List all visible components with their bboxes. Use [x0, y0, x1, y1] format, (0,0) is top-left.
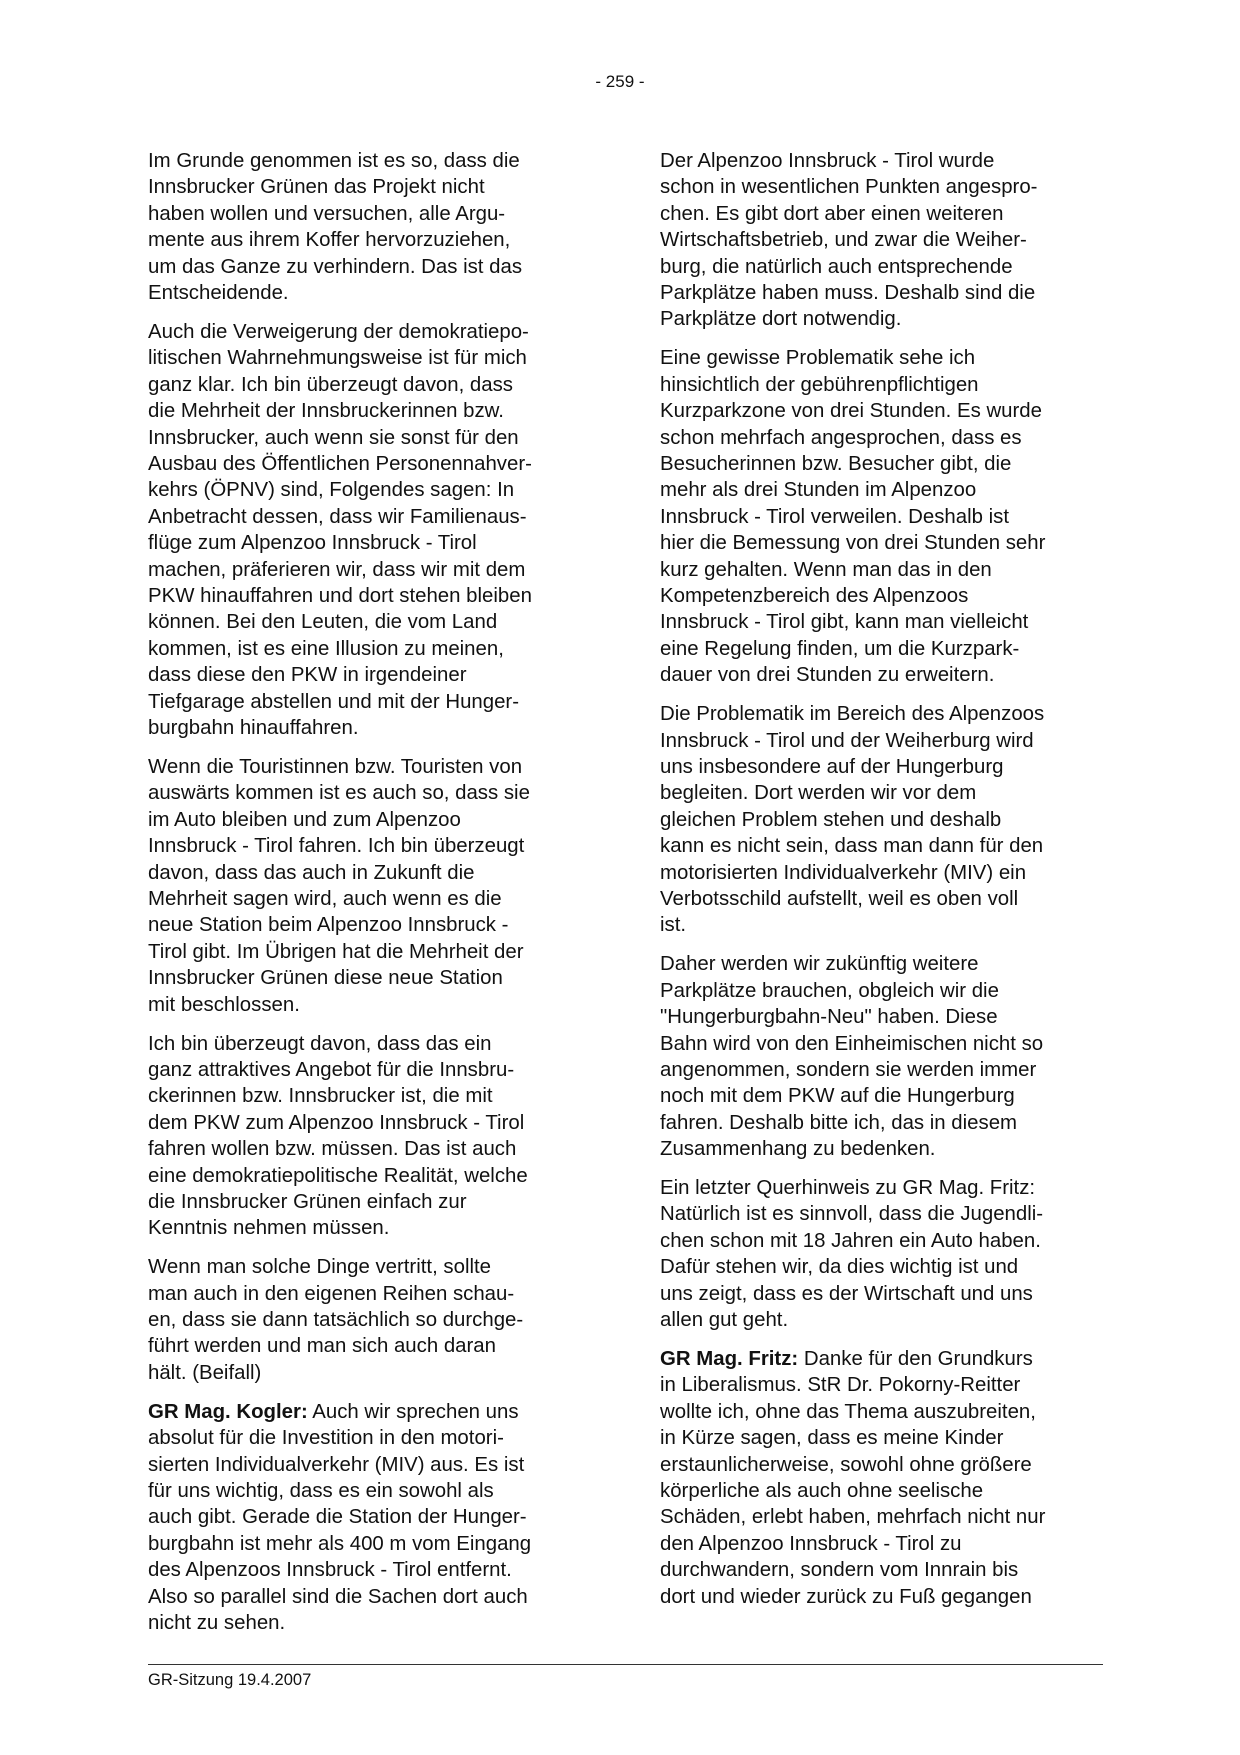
paragraph-text: Eine gewisse Problematik sehe ich hinsichtlich der gebührenpflichtigen Kurzparkzone von drei Stunden. Es wurde schon mehrfach angesprochen, dass es Besucherinnen bzw. Besucher gibt, die mehr als drei Stunden im Alpenzoo Innsbruck - Tirol verweilen. Deshalb ist hier die Bemessung von drei Stunden sehr kurz gehalten. Wenn man das in den Kompetenzbereich des Alpenzoos Innsbruck - Tirol gibt, kann man vielleicht eine Regelung finden, um die Kurzpark- dauer von drei Stunden zu erweitern. — [660, 347, 1046, 687]
paragraph — [660, 148, 1098, 333]
paragraph-text: Wenn man solche Dinge vertritt, sollte man auch in den eigenen Reihen schau- en, dass sie dann tatsächlich so durchge- führt werden und man sich auch daran hält. (Beifall) — [148, 1256, 524, 1384]
left-column — [148, 148, 586, 1649]
footer-divider — [148, 1664, 1103, 1665]
speaker-name: GR Mag. Fritz: — [660, 1347, 799, 1370]
page-number: - 259 - — [595, 72, 645, 91]
paragraph — [660, 951, 1098, 1162]
paragraph-text: Ein letzter Querhinweis zu GR Mag. Fritz: Natürlich ist es sinnvoll, dass die Jugendli- chen schon mit 18 Jahren ein Auto haben. Dafür stehen wir, da dies wichtig ist und uns zeigt, dass es der Wirtschaft und uns allen gut geht. — [660, 1177, 1044, 1332]
paragraph — [148, 1399, 586, 1637]
paragraph-text: Die Problematik im Bereich des Alpenzoos Innsbruck - Tirol und der Weiherburg wird uns insbesondere auf der Hungerburg begleiten. Dort werden wir vor dem gleichen Problem stehen und deshalb kann es nicht sein, dass man dann für den motorisierten Individualverkehr (MIV) ein Verbotsschild aufstellt, weil es oben voll ist. — [660, 703, 1045, 937]
paragraph-text: Auch wir sprechen uns absolut für die Investition in den motori- sierten Individualverkehr (MIV) aus. Es ist für uns wichtig, dass es ein sowohl als auch gibt. Gerade die Station der Hunger- burgbahn ist mehr als 400 m vom Eingang des Alpenzoos Innsbruck - Tirol entfernt. Also so parallel sind die Sachen dort auch nicht zu sehen. — [148, 1400, 532, 1635]
speaker-name: GR Mag. Kogler: — [148, 1400, 308, 1423]
paragraph — [148, 754, 586, 1018]
paragraph — [148, 148, 586, 306]
paragraph — [660, 345, 1098, 688]
paragraph-text: Daher werden wir zukünftig weitere Parkplätze brauchen, obgleich wir die "Hungerburgbahn-Neu" haben. Diese Bahn wird von den Einheimischen nicht so angenommen, sondern sie werden immer noch mit dem PKW auf die Hungerburg fahren. Deshalb bitte ich, das in diesem Zusammenhang zu bedenken. — [660, 953, 1044, 1161]
paragraph-text: Auch die Verweigerung der demokratiepo- litischen Wahrnehmungsweise ist für mich ganz klar. Ich bin überzeugt davon, dass die Mehrheit der Innsbruckerinnen bzw. Innsbrucker, auch wenn sie sonst für den Ausbau des Öffentlichen Personennahver- kehrs (ÖPNV) sind, Folgendes sagen: In Anbetracht dessen, dass wir Familienaus- flüge zum Alpenzoo Innsbruck - Tirol machen, präferieren wir, dass wir mit dem PKW hinauffahren und dort stehen bleiben können. Bei den Leuten, die vom Land kommen, ist es eine Illusion zu meinen, dass diese den PKW in irgendeiner Tiefgarage abstellen und mit der Hunger- burgbahn hinauffahren. — [148, 320, 532, 740]
paragraph-text: Danke für den Grundkurs in Liberalismus. StR Dr. Pokorny-Reitter wollte ich, ohne das Thema auszubreiten, in Kürze sagen, dass es meine Kinder erstaunlicherweise, sowohl ohne größere körperliche als auch ohne seelische Schäden, erlebt haben, mehrfach nicht nur den Alpenzoo Innsbruck - Tirol zu durchwandern, sondern vom Innrain bis dort und wieder zurück zu Fuß gegangen — [660, 1347, 1046, 1608]
paragraph — [148, 319, 586, 742]
footer-session-date: GR-Sitzung 19.4.2007 — [148, 1671, 312, 1689]
paragraph — [660, 1175, 1098, 1333]
paragraph — [148, 1031, 586, 1242]
paragraph — [148, 1254, 586, 1386]
right-column — [660, 148, 1098, 1623]
paragraph-text: Ich bin überzeugt davon, dass das ein ganz attraktives Angebot für die Innsbru- ckerinnen bzw. Innsbrucker ist, die mit dem PKW zum Alpenzoo Innsbruck - Tirol fahren wollen bzw. müssen. Das ist auch eine demokratiepolitische Realität, welche die Innsbrucker Grünen einfach zur Kenntnis nehmen müssen. — [148, 1032, 528, 1240]
paragraph-text: Der Alpenzoo Innsbruck - Tirol wurde schon in wesentlichen Punkten angespro- chen. Es gibt dort aber einen weiteren Wirtschaftsbetrieb, und zwar die Weiher- burg, die natürlich auch entsprechende Parkplätze haben muss. Deshalb sind die Parkplätze dort notwendig. — [660, 150, 1038, 331]
paragraph-text: Im Grunde genommen ist es so, dass die Innsbrucker Grünen das Projekt nicht haben wollen und versuchen, alle Argu- mente aus ihrem Koffer hervorzuziehen, um das Ganze zu verhindern. Das ist das Entscheidende. — [148, 150, 523, 305]
paragraph — [660, 701, 1098, 939]
paragraph-text: Wenn die Touristinnen bzw. Touristen von auswärts kommen ist es auch so, dass sie im Auto bleiben und zum Alpenzoo Innsbruck - Tirol fahren. Ich bin überzeugt davon, dass das auch in Zukunft die Mehrheit sagen wird, auch wenn es die neue Station beim Alpenzoo Innsbruck - Tirol gibt. Im Übrigen hat die Mehrheit der Innsbrucker Grünen diese neue Station mit beschlossen. — [148, 755, 530, 1016]
paragraph — [660, 1346, 1098, 1610]
